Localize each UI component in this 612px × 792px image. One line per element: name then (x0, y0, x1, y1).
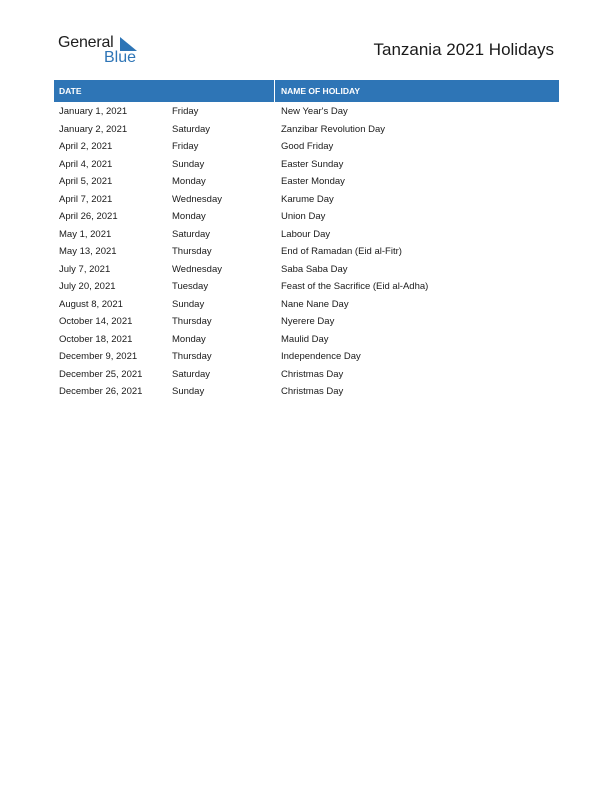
holiday-date: April 26, 2021 (59, 211, 118, 223)
holiday-date: April 2, 2021 (59, 141, 113, 153)
holiday-name: Nane Nane Day (281, 298, 349, 310)
holiday-name: Labour Day (281, 228, 331, 240)
holiday-weekday: Saturday (172, 368, 211, 380)
holiday-name: Zanzibar Revolution Day (281, 123, 386, 135)
holiday-date: July 7, 2021 (59, 263, 111, 275)
table-row (54, 313, 559, 331)
table-row (54, 296, 559, 314)
holiday-weekday: Thursday (172, 316, 212, 328)
table-row (54, 156, 559, 174)
holiday-date: August 8, 2021 (59, 298, 123, 310)
table-row (54, 348, 559, 366)
holiday-weekday: Thursday (172, 246, 212, 258)
holiday-date: January 2, 2021 (59, 123, 128, 135)
table-row (54, 366, 559, 384)
page-title: Tanzania 2021 Holidays (373, 40, 554, 59)
holiday-weekday: Wednesday (172, 193, 222, 205)
holiday-name: Good Friday (281, 141, 334, 153)
header-holiday-name: NAME OF HOLIDAY (281, 86, 361, 96)
table-row (54, 226, 559, 244)
table-row (54, 208, 559, 226)
holiday-name: New Year's Day (281, 106, 348, 118)
holiday-name: Easter Sunday (281, 158, 344, 170)
holiday-weekday: Saturday (172, 123, 211, 135)
holiday-name: Feast of the Sacrifice (Eid al-Adha) (281, 281, 429, 293)
table-header (54, 80, 559, 102)
holiday-date: December 26, 2021 (59, 386, 143, 398)
holiday-date: December 25, 2021 (59, 368, 143, 380)
holiday-date: May 13, 2021 (59, 246, 117, 258)
header-date: DATE (54, 80, 275, 102)
holiday-name: Nyerere Day (281, 316, 335, 328)
holiday-date: January 1, 2021 (59, 106, 128, 118)
holiday-weekday: Tuesday (172, 281, 209, 293)
holiday-weekday: Wednesday (172, 263, 222, 275)
table-row (54, 103, 559, 121)
holiday-date: December 9, 2021 (59, 351, 138, 363)
holiday-name: Independence Day (281, 351, 361, 363)
holiday-name: Easter Monday (281, 176, 345, 188)
table-row (54, 243, 559, 261)
table-row (54, 173, 559, 191)
holiday-weekday: Sunday (172, 158, 205, 170)
table-row (54, 138, 559, 156)
holiday-weekday: Monday (172, 333, 206, 345)
holiday-name: Saba Saba Day (281, 263, 348, 275)
logo-text-blue: Blue (104, 49, 137, 66)
holiday-table (54, 80, 559, 401)
table-row (54, 191, 559, 209)
table-row (54, 383, 559, 401)
holiday-weekday: Thursday (172, 351, 212, 363)
table-body (54, 102, 559, 401)
logo-text-general: General (58, 34, 114, 51)
holiday-weekday: Saturday (172, 228, 211, 240)
holiday-weekday: Sunday (172, 298, 205, 310)
table-row (54, 261, 559, 279)
holiday-name: Karume Day (281, 193, 334, 205)
holiday-name: Christmas Day (281, 386, 344, 398)
holiday-weekday: Monday (172, 211, 206, 223)
holiday-date: April 5, 2021 (59, 176, 113, 188)
table-row (54, 278, 559, 296)
holiday-weekday: Friday (172, 106, 199, 118)
holiday-date: July 20, 2021 (59, 281, 116, 293)
holiday-date: May 1, 2021 (59, 228, 112, 240)
holiday-date: April 7, 2021 (59, 193, 113, 205)
table-row (54, 331, 559, 349)
holiday-weekday: Monday (172, 176, 206, 188)
holiday-weekday: Friday (172, 141, 199, 153)
holiday-date: October 14, 2021 (59, 316, 133, 328)
holiday-date: October 18, 2021 (59, 333, 133, 345)
holiday-name: Christmas Day (281, 368, 344, 380)
logo (58, 34, 148, 68)
holiday-name: End of Ramadan (Eid al-Fitr) (281, 246, 402, 258)
holiday-date: April 4, 2021 (59, 158, 113, 170)
holiday-weekday: Sunday (172, 386, 205, 398)
holiday-name: Union Day (281, 211, 326, 223)
table-row (54, 121, 559, 139)
holiday-name: Maulid Day (281, 333, 329, 345)
